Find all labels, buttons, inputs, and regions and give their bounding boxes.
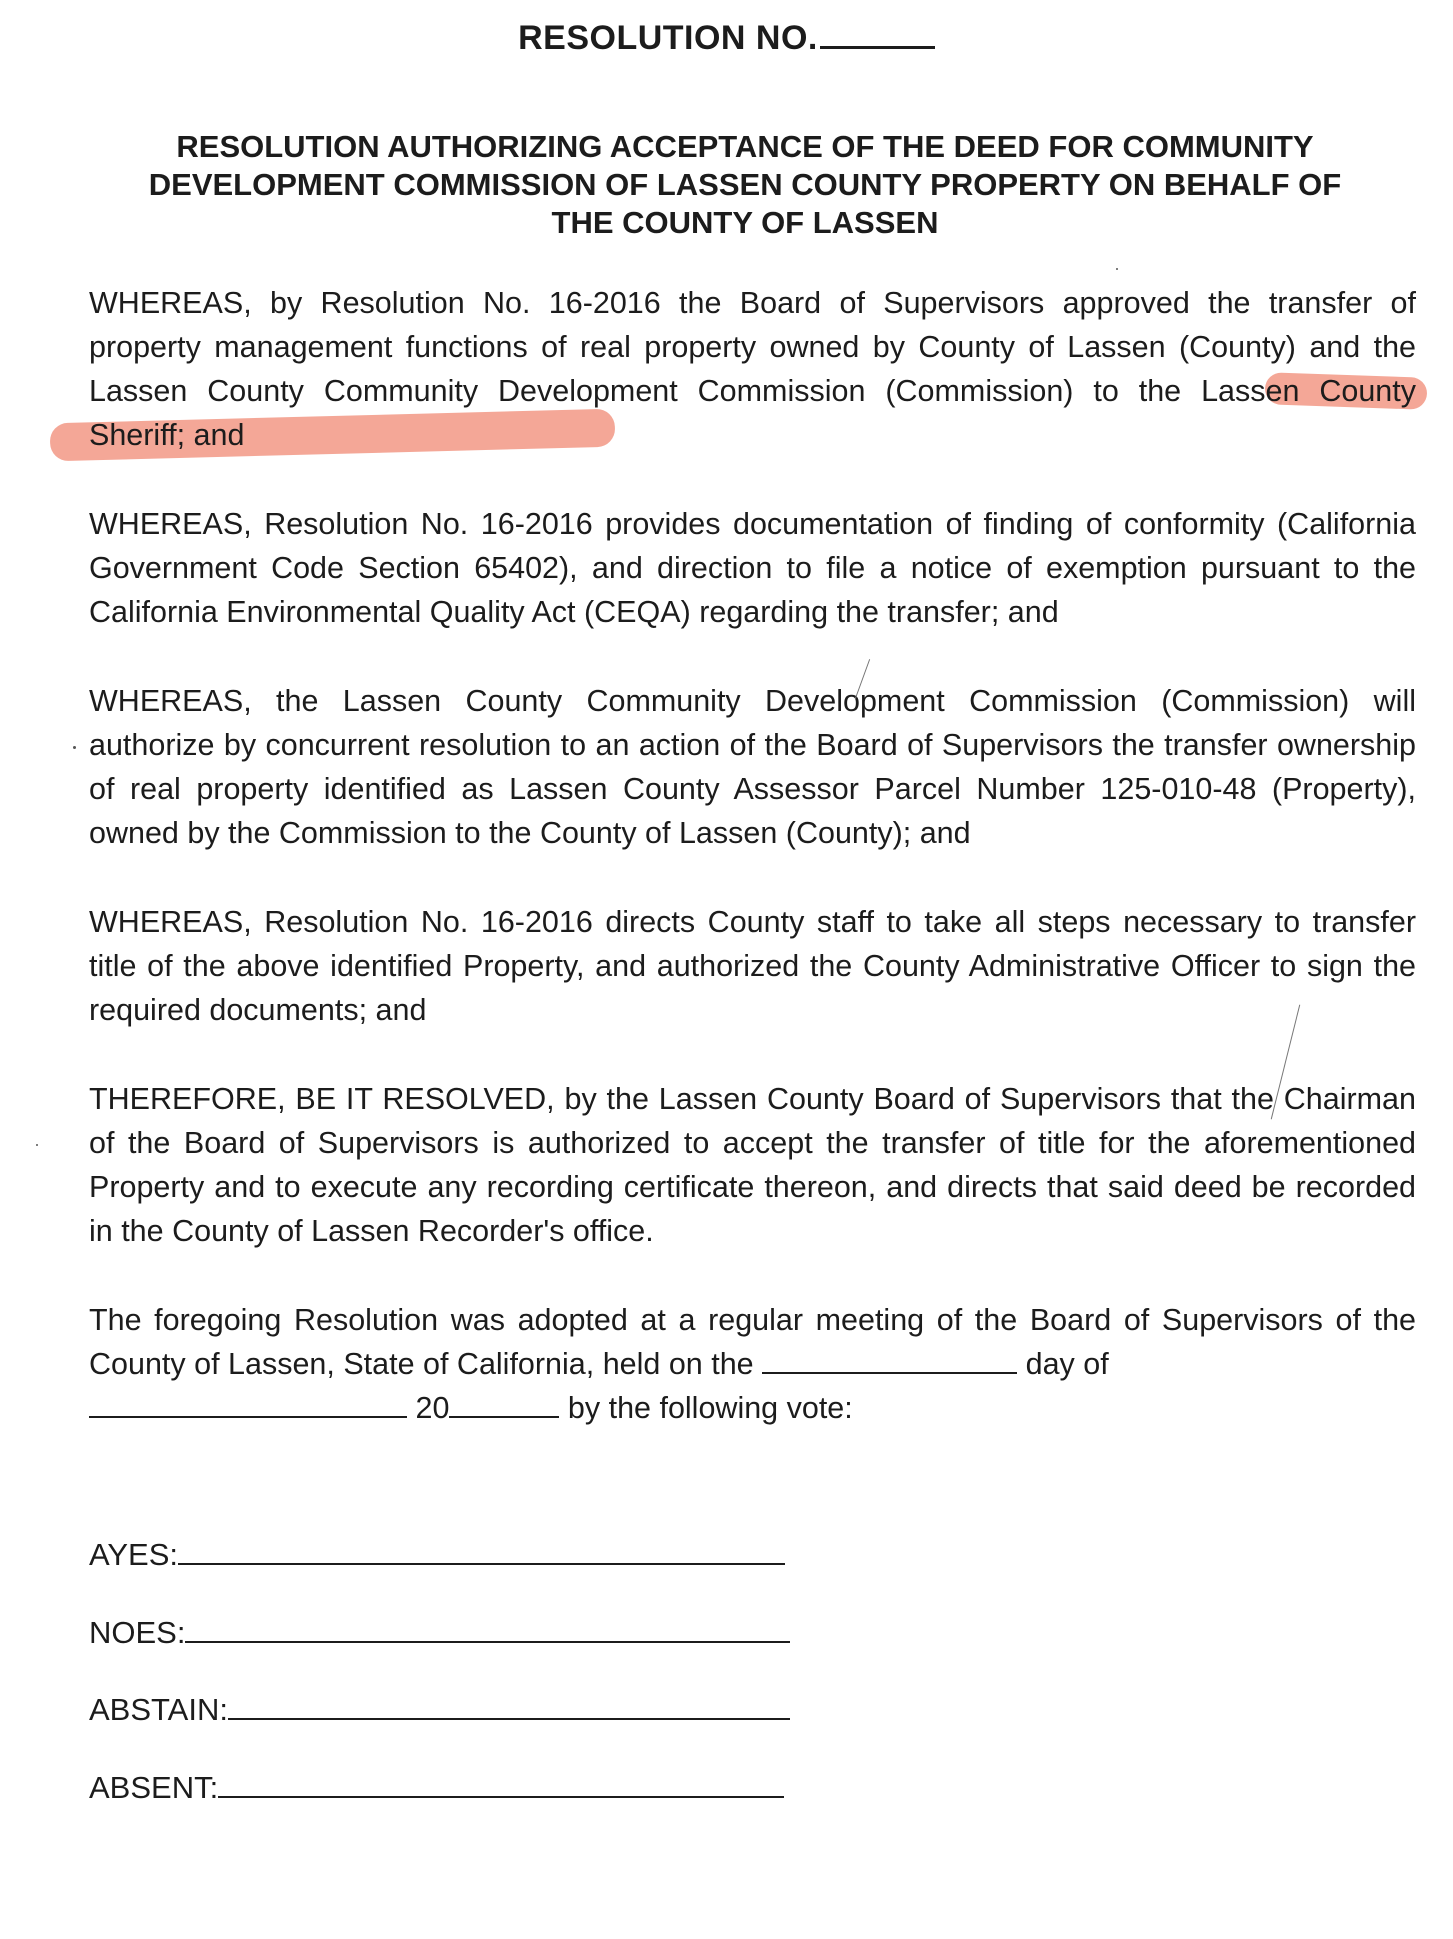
vote-absent-row [89, 1766, 784, 1806]
abstain-blank[interactable] [228, 1688, 790, 1720]
resolution-number-label: RESOLUTION NO. [518, 19, 818, 57]
resolution-number-heading [0, 18, 1453, 58]
adoption-text: The foregoing Resolution was adopted at a regular meeting of the Board of Supervisors of the County of Lassen, State of California, held on the [89, 1303, 1416, 1381]
title-line-1: RESOLUTION AUTHORIZING ACCEPTANCE OF THE DEED FOR COMMUNITY [176, 129, 1314, 164]
title-line-3: THE COUNTY OF LASSEN [551, 205, 939, 240]
scan-speck [73, 746, 76, 749]
noes-blank[interactable] [185, 1611, 790, 1643]
year-prefix: 20 [415, 1391, 450, 1425]
year-blank[interactable] [449, 1386, 559, 1418]
vote-ayes-row [89, 1533, 785, 1573]
adoption-vote-text: by the following vote: [567, 1391, 853, 1425]
absent-blank[interactable] [218, 1766, 784, 1798]
whereas-paragraph-3: WHEREAS, the Lassen County Community Development Commission (Commission) will authorize by concurrent resolution to an action of the Board of Supervisors the transfer ownership of real property identified as Lassen County Assessor Parcel Number 125-010-48 (Property), owned by the Commission to the County of Lassen (County); and [89, 684, 1416, 850]
vote-abstain-row [89, 1688, 790, 1728]
document-title [85, 128, 1405, 242]
vote-noes-row [89, 1611, 790, 1651]
whereas-paragraph-1: WHEREAS, by Resolution No. 16-2016 the Board of Supervisors approved the transfer of property management functions of real property owned by County of Lassen (County) and the Lassen County Community Development Commission (Commission) to the Lassen County Sheriff; and [89, 286, 1416, 452]
absent-label: ABSENT: [89, 1770, 219, 1805]
whereas-paragraph-2: WHEREAS, Resolution No. 16-2016 provides documentation of finding of conformity (California Government Code Section 65402), and direction to file a notice of exemption pursuant to the California Environmental Quality Act (CEQA) regarding the transfer; and [89, 507, 1416, 629]
ayes-label: AYES: [89, 1537, 179, 1572]
resolution-number-blank[interactable] [820, 18, 935, 49]
abstain-label: ABSTAIN: [89, 1692, 228, 1727]
month-blank[interactable] [89, 1386, 407, 1418]
noes-label: NOES: [89, 1615, 186, 1650]
ayes-blank[interactable] [178, 1533, 785, 1565]
therefore-paragraph: THEREFORE, BE IT RESOLVED, by the Lassen County Board of Supervisors that the Chairman of the Board of Supervisors is authorized to accept the transfer of title for the aforementioned Property and to execute any recording certificate thereon, and directs that said deed be recorded in the County of Lassen Recorder's office. [89, 1082, 1416, 1248]
whereas-paragraph-4: WHEREAS, Resolution No. 16-2016 directs County staff to take all steps necessary to transfer title of the above identified Property, and authorized the County Administrative Officer to sign the required documents; and [89, 905, 1416, 1027]
day-blank[interactable] [762, 1342, 1017, 1374]
adoption-paragraph [89, 1298, 1416, 1430]
adoption-day-of: day of [1025, 1347, 1109, 1381]
title-line-2: DEVELOPMENT COMMISSION OF LASSEN COUNTY PROPERTY ON BEHALF OF [148, 167, 1342, 202]
scan-speck [36, 1144, 38, 1146]
scan-speck [1116, 268, 1118, 270]
